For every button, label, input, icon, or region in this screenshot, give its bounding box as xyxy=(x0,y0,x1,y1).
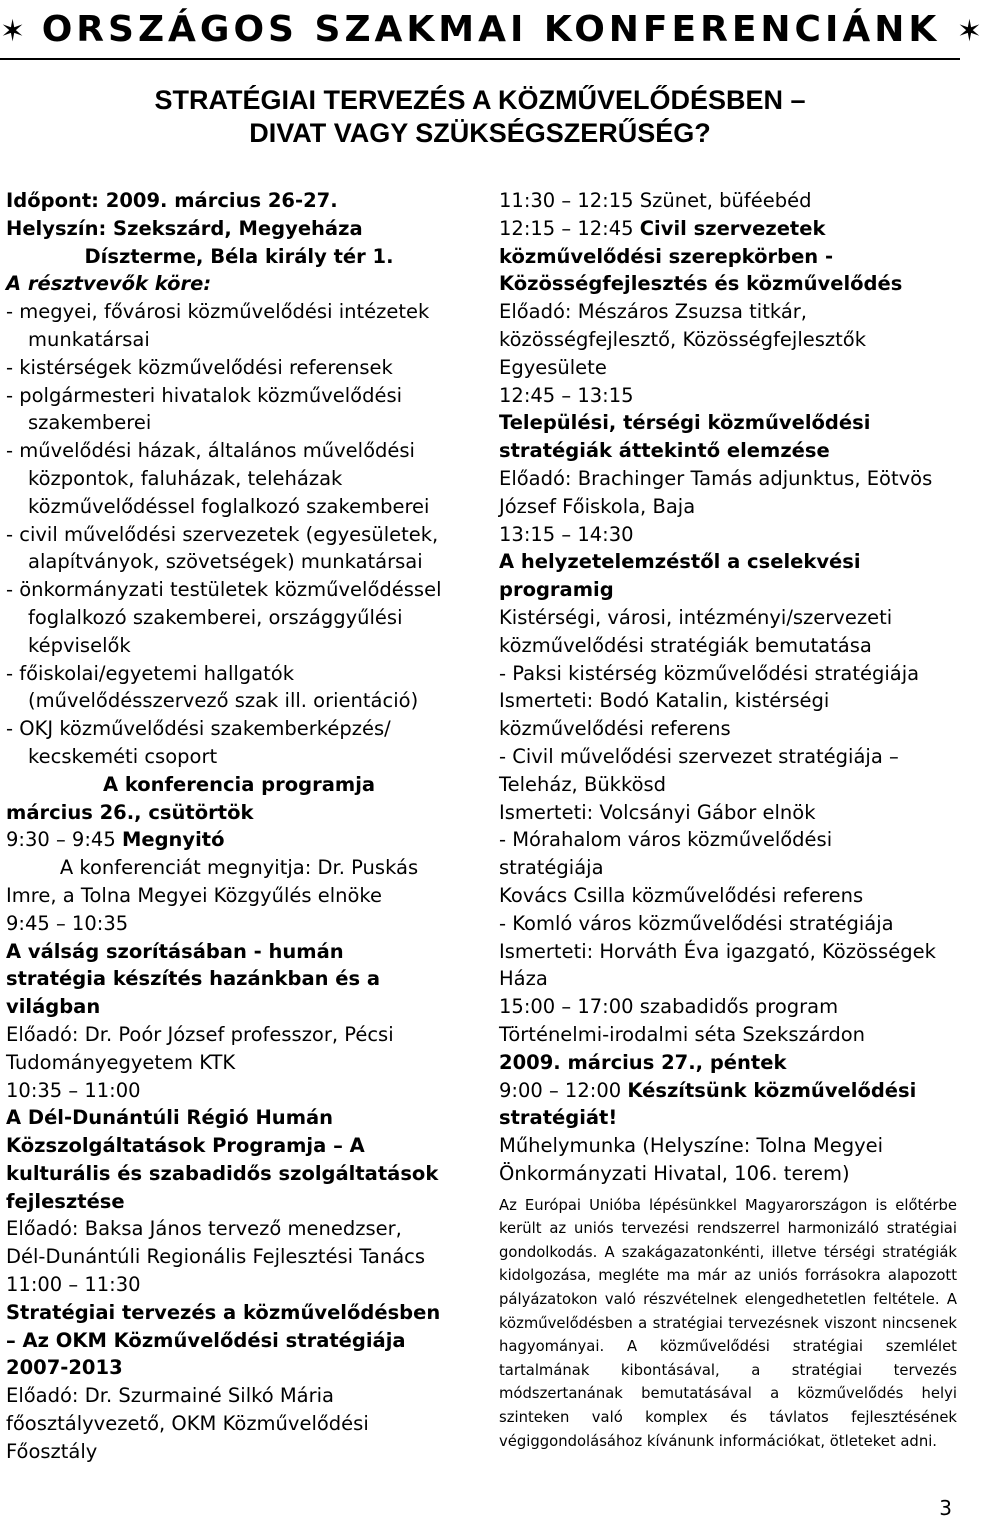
list-item: alapítványok, szövetségek) munkatársai xyxy=(28,550,423,574)
session-title: programig xyxy=(499,578,614,602)
session-title: Települési, térségi közművelődési xyxy=(499,411,871,435)
session-title: stratégiák áttekintő elemzése xyxy=(499,439,830,463)
list-item: - polgármesteri hivatalok közművelődési xyxy=(6,383,403,407)
session-title: 2007-2013 xyxy=(6,1356,123,1380)
session-text: Egyesülete xyxy=(499,355,607,379)
list-item: - Komló város közművelődési stratégiája xyxy=(499,911,894,935)
list-item: foglalkozó szakemberei, országgyűlési xyxy=(28,605,403,629)
list-item: (művelődésszervező szak ill. orientáció) xyxy=(28,689,419,713)
session-time: 12:15 – 12:45 Civil szervezetek xyxy=(499,216,826,240)
session-text: stratégiája xyxy=(499,856,604,880)
session-title: közművelődési szerepkörben - xyxy=(499,244,834,268)
session-time: 10:35 – 11:00 xyxy=(6,1078,141,1102)
list-item: - Civil művelődési szervezet stratégiája – xyxy=(499,744,899,768)
session-text: közművelődési stratégiák bemutatása xyxy=(499,633,872,657)
session-text: Előadó: Dr. Szurmainé Silkó Mária xyxy=(6,1384,334,1408)
list-item: - Paksi kistérség közművelődési stratégiája xyxy=(499,661,920,685)
page-number: 3 xyxy=(939,1496,952,1520)
list-item: közművelődéssel foglalkozó szakemberei xyxy=(28,494,430,518)
list-item: - kistérségek közművelődési referensek xyxy=(6,355,393,379)
session-text: Teleház, Bükkösd xyxy=(499,772,667,796)
session-title: világban xyxy=(6,995,101,1019)
conference-banner xyxy=(0,8,982,54)
list-item: munkatársai xyxy=(28,327,150,351)
session-text: közösségfejlesztő, Közösségfejlesztők xyxy=(499,327,867,351)
session-time: 11:30 – 12:15 Szünet, büféebéd xyxy=(499,189,812,212)
session-time: 9:45 – 10:35 xyxy=(6,911,129,935)
session-title: stratégia készítés hazánkban és a xyxy=(6,967,381,991)
session-text: Tudományegyetem KTK xyxy=(6,1050,236,1074)
session-title: Stratégiai tervezés a közművelődésben xyxy=(6,1300,441,1324)
list-item: - megyei, fővárosi közművelődési intézetek xyxy=(6,300,430,324)
session-text: Imre, a Tolna Megyei Közgyűlés elnöke xyxy=(6,883,383,907)
list-item: képviselők xyxy=(28,633,131,657)
session-time: 9:00 – 12:00 Készítsünk közművelődési xyxy=(499,1078,917,1102)
place-line: Díszterme, Béla király tér 1. xyxy=(84,244,394,268)
right-column xyxy=(499,187,957,1453)
session-title: Közszolgáltatások Programja – A xyxy=(6,1134,365,1158)
session-text: Előadó: Brachinger Tamás adjunktus, Eötvös xyxy=(499,466,933,490)
session-text: József Főiskola, Baja xyxy=(499,494,696,518)
session-text: Történelmi-irodalmi séta Szekszárdon xyxy=(499,1022,866,1046)
session-text: Kovács Csilla közművelődési referens xyxy=(499,883,864,907)
session-text: A konferenciát megnyitja: Dr. Puskás xyxy=(59,856,419,880)
closing-paragraph: Az Európai Unióba lépésünkkel Magyarországon is előtérbe került az uniós tervezési rendszerrel harmonizáló stratégiai gondolkodás. A szakágazatonkénti, illetve térségi stratégiák kidolgozása, megléte ma már az uniós forrásokra alapozott pályázatokon való részvételnek elengedhetetlen feltétele. A közművelődésben a stratégiai tervezésnek viszont nincsenek hagyományai. A közművelődési stratégiai szemlélet tartalmának kibontásával, a stratégiai tervezés módszertanának bemutatásával a közművelődés helyi szinteken való komplex és távlatos fejlesztésének végiggondolásához kívánunk információkat, ötleteket adni. xyxy=(499,1196,957,1450)
list-item: - önkormányzati testületek közművelődéssel xyxy=(6,578,442,602)
session-title: kulturális és szabadidős szolgáltatások xyxy=(6,1161,439,1185)
session-title: A Dél-Dunántúli Régió Humán xyxy=(6,1106,334,1130)
list-item: szakemberei xyxy=(28,411,152,435)
list-item: - művelődési házak, általános művelődési xyxy=(6,439,415,463)
list-item: kecskeméti csoport xyxy=(28,744,218,768)
left-column xyxy=(6,187,472,1466)
session-time: 11:00 – 11:30 xyxy=(6,1273,141,1297)
session-text: főosztályvezető, OKM Közművelődési xyxy=(6,1412,369,1436)
session-title: fejlesztése xyxy=(6,1189,125,1213)
session-time: 13:15 – 14:30 xyxy=(499,522,634,546)
star-icon: ✶ xyxy=(956,14,982,49)
session-text: Előadó: Baksa János tervező menedzser, xyxy=(6,1217,402,1241)
session-title: Közösségfejlesztés és közművelődés xyxy=(499,272,903,296)
session-time: 15:00 – 17:00 szabadidős program xyxy=(499,995,839,1019)
banner-title: ORSZÁGOS SZAKMAI KONFERENCIÁNK xyxy=(41,9,941,50)
list-item: - főiskolai/egyetemi hallgatók xyxy=(6,661,294,685)
headline-line2: DIVAT VAGY SZÜKSÉGSZERŰSÉG? xyxy=(249,118,711,148)
session-text: Háza xyxy=(499,967,548,991)
list-item: központok, faluházak, teleházak xyxy=(28,466,343,490)
session-text: Dél-Dunántúli Regionális Fejlesztési Tanács xyxy=(6,1245,426,1269)
day-heading: március 26., csütörtök xyxy=(6,800,254,824)
session-title: A válság szorításában - humán xyxy=(6,939,344,963)
session-text: Ismerteti: Bodó Katalin, kistérségi xyxy=(499,689,830,713)
session-time: 9:30 – 9:45 Megnyitó xyxy=(6,828,225,852)
session-text: Kistérségi, városi, intézményi/szervezeti xyxy=(499,605,893,629)
star-icon: ✶ xyxy=(0,14,26,49)
session-text: Ismerteti: Horváth Éva igazgató, Közösségek xyxy=(499,939,936,963)
headline-line1: STRATÉGIAI TERVEZÉS A KÖZMŰVELŐDÉSBEN – xyxy=(154,85,806,115)
participants-title: A résztvevők köre: xyxy=(6,272,212,296)
list-item: - Mórahalom város közművelődési xyxy=(499,828,833,852)
session-title: A helyzetelemzéstől a cselekvési xyxy=(499,550,861,574)
session-time: 12:45 – 13:15 xyxy=(499,383,634,407)
session-text: Ismerteti: Volcsányi Gábor elnök xyxy=(499,800,816,824)
list-item: - OKJ közművelődési szakemberképzés/ xyxy=(6,717,391,741)
session-text: Előadó: Mészáros Zsuzsa titkár, xyxy=(499,300,807,324)
divider xyxy=(0,58,960,60)
session-title: – Az OKM Közművelődési stratégiája xyxy=(6,1328,406,1352)
session-text: Műhelymunka (Helyszíne: Tolna Megyei xyxy=(499,1134,884,1158)
session-text: Előadó: Dr. Poór József professzor, Pécsi xyxy=(6,1022,394,1046)
time-label: Időpont: 2009. március 26-27. xyxy=(6,189,338,212)
session-title: stratégiát! xyxy=(499,1106,618,1130)
program-title: A konferencia programja xyxy=(102,772,376,796)
day-heading: 2009. március 27., péntek xyxy=(499,1050,787,1074)
place-line: Helyszín: Szekszárd, Megyeháza xyxy=(6,216,363,240)
list-item: - civil művelődési szervezetek (egyesületek, xyxy=(6,522,439,546)
session-text: Önkormányzati Hivatal, 106. terem) xyxy=(499,1161,850,1185)
session-text: közművelődési referens xyxy=(499,717,731,741)
session-text: Főosztály xyxy=(6,1439,98,1463)
